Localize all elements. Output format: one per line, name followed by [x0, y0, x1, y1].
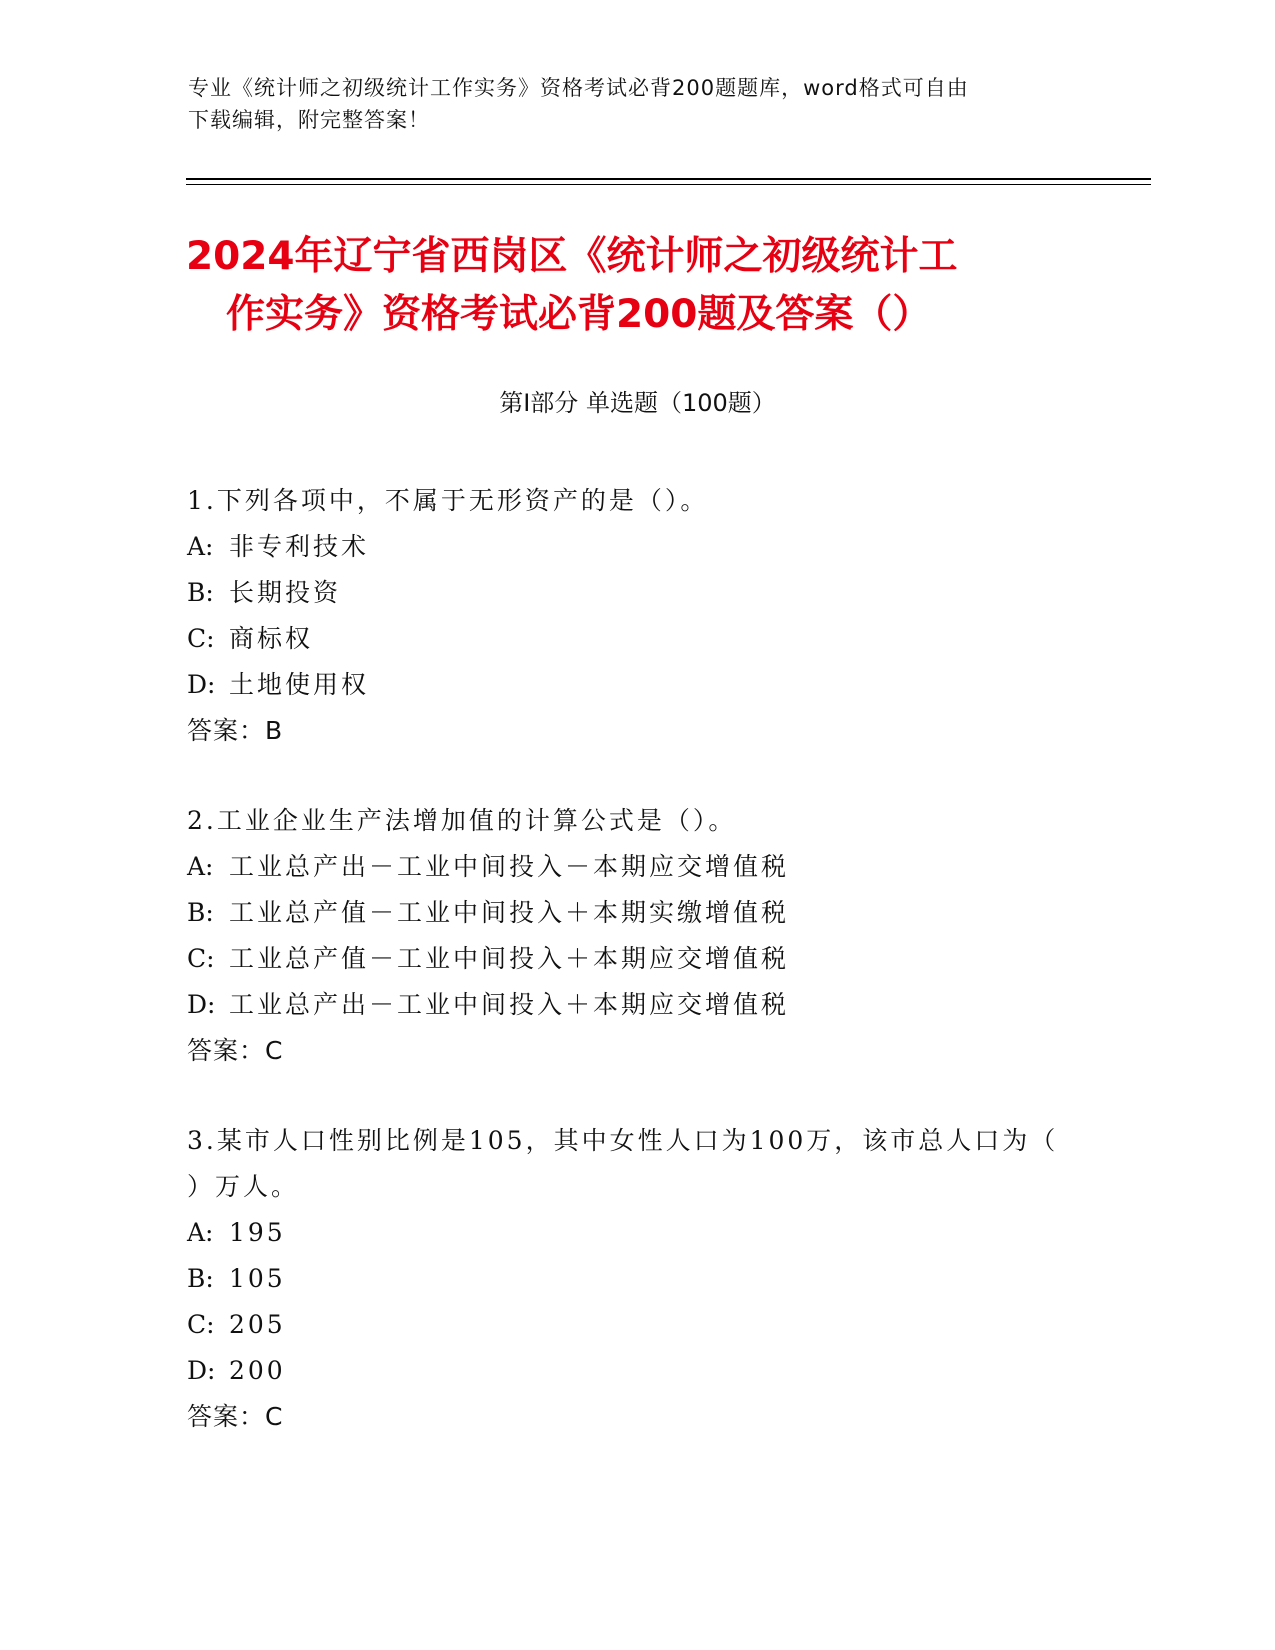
option-letter: D: — [187, 990, 216, 1019]
option-letter: B: — [187, 898, 214, 927]
answer-key: 答案：B — [187, 716, 284, 745]
document-title-line-1: 2024年辽宁省西岗区《统计师之初级统计工 — [186, 234, 958, 279]
option-text: 205 — [229, 1310, 286, 1339]
question-3 — [187, 1118, 1087, 1440]
option-text: 工业总产值－工业中间投入＋本期应交增值税 — [229, 944, 790, 973]
header-divider-thick — [186, 178, 1151, 180]
option-c — [187, 1302, 1087, 1348]
option-b — [187, 890, 1087, 936]
option-a — [187, 844, 1087, 890]
option-d — [187, 1348, 1087, 1394]
option-text: 工业总产出－工业中间投入－本期应交增值税 — [229, 852, 790, 881]
document-title — [186, 228, 1086, 344]
option-b — [187, 1256, 1087, 1302]
header-divider-thin — [186, 184, 1151, 185]
option-letter: D: — [187, 1356, 216, 1385]
question-stem: 1.下列各项中，不属于无形资产的是（）。 — [187, 486, 709, 515]
option-text: 工业总产值－工业中间投入＋本期实缴增值税 — [229, 898, 790, 927]
option-d — [187, 662, 1087, 708]
option-c — [187, 936, 1087, 982]
option-letter: A: — [187, 852, 214, 881]
section-heading: 第Ⅰ部分 单选题（100题） — [499, 389, 776, 417]
answer-key: 答案：C — [187, 1402, 284, 1431]
option-letter: A: — [187, 532, 214, 561]
option-text: 土地使用权 — [229, 670, 370, 699]
option-text: 105 — [229, 1264, 286, 1293]
document-title-line-2: 作实务》资格考试必背200题及答案（） — [226, 292, 932, 337]
option-b — [187, 570, 1087, 616]
question-1 — [187, 478, 1087, 754]
option-letter: B: — [187, 1264, 214, 1293]
question-2 — [187, 798, 1087, 1074]
header-note — [188, 72, 1088, 136]
option-text: 长期投资 — [229, 578, 342, 607]
header-note-line-1: 专业《统计师之初级统计工作实务》资格考试必背200题题库，word格式可自由 — [188, 76, 969, 100]
header-note-line-2: 下载编辑，附完整答案！ — [188, 108, 430, 132]
option-letter: C: — [187, 944, 215, 973]
option-d — [187, 982, 1087, 1028]
question-stem-line-1: 3.某市人口性别比例是105，其中女性人口为100万，该市总人口为（ — [187, 1126, 1059, 1155]
option-letter: B: — [187, 578, 214, 607]
option-c — [187, 616, 1087, 662]
option-text: 非专利技术 — [229, 532, 370, 561]
question-spacer — [187, 754, 1087, 798]
question-list — [187, 478, 1087, 1440]
option-letter: C: — [187, 624, 215, 653]
option-text: 195 — [229, 1218, 286, 1247]
question-stem — [187, 1118, 1087, 1210]
option-text: 200 — [229, 1356, 286, 1385]
question-stem: 2.工业企业生产法增加值的计算公式是（）。 — [187, 806, 737, 835]
option-text: 商标权 — [229, 624, 314, 653]
option-a — [187, 524, 1087, 570]
option-letter: C: — [187, 1310, 215, 1339]
option-letter: A: — [187, 1218, 214, 1247]
question-spacer — [187, 1074, 1087, 1118]
option-text: 工业总产出－工业中间投入＋本期应交增值税 — [229, 990, 790, 1019]
answer-key: 答案：C — [187, 1036, 284, 1065]
option-a — [187, 1210, 1087, 1256]
option-letter: D: — [187, 670, 216, 699]
question-stem-line-2: ）万人。 — [187, 1172, 300, 1201]
